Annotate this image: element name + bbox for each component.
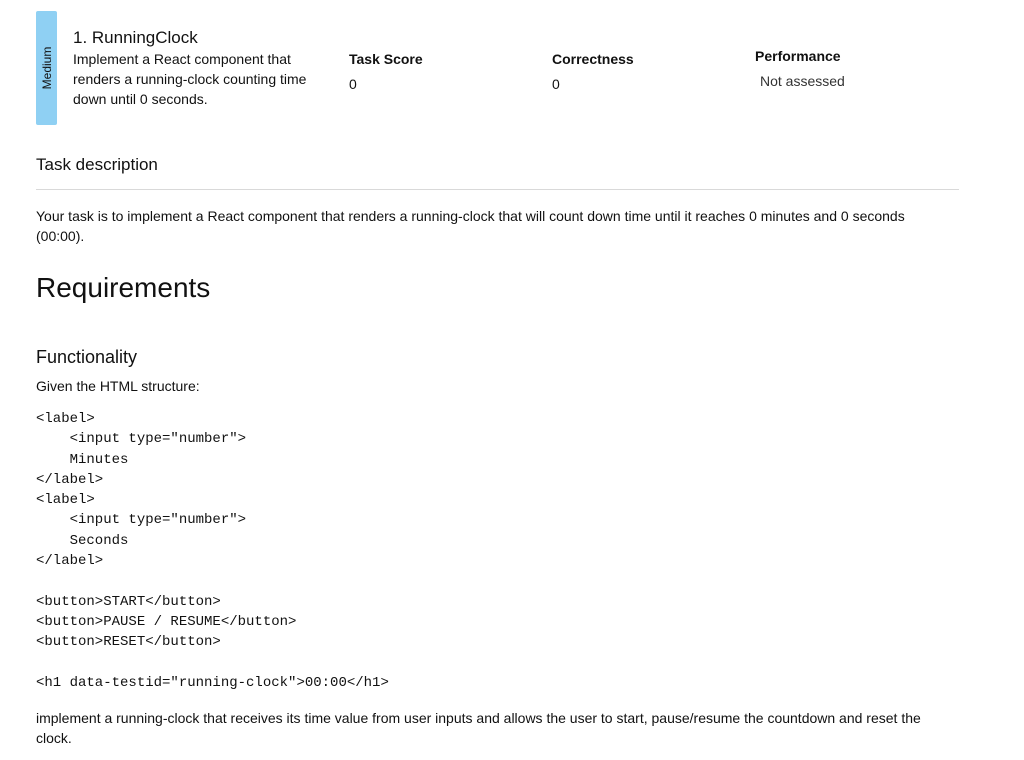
- performance-label: Performance: [755, 48, 841, 64]
- code-line: <label>: [36, 411, 95, 427]
- functionality-heading: Functionality: [36, 347, 138, 367]
- task-summary: Implement a React component that renders a running-clock counting time down until 0 seconds.: [73, 51, 307, 107]
- difficulty-label: Medium: [39, 46, 54, 90]
- divider: [36, 189, 959, 190]
- given-text: Given the HTML structure:: [36, 378, 200, 394]
- code-line: <button>PAUSE / RESUME</button>: [36, 613, 297, 630]
- task-header: [36, 11, 960, 125]
- code-line: Seconds: [36, 532, 129, 549]
- code-line: <input type="number">: [36, 431, 247, 448]
- task-score-label: Task Score: [349, 51, 423, 67]
- code-line: [36, 571, 389, 591]
- code-line: <button>RESET</button>: [36, 634, 221, 651]
- task-score: [349, 49, 423, 94]
- performance: [755, 46, 845, 91]
- task-intro: Your task is to implement a React component that renders a running-clock that will count down time until it reaches 0 minutes and 0 seconds (00:00).: [36, 208, 905, 244]
- performance-value: Not assessed: [760, 73, 845, 89]
- task-description-heading: Task description: [36, 155, 158, 174]
- code-line: </label>: [36, 553, 104, 570]
- requirements-heading: Requirements: [36, 272, 211, 303]
- code-line: <input type="number">: [36, 512, 247, 529]
- task-score-value: 0: [349, 76, 357, 92]
- correctness-label: Correctness: [552, 51, 634, 67]
- correctness-value: 0: [552, 76, 560, 92]
- difficulty-badge: [36, 11, 57, 125]
- code-line: <h1 data-testid="running-clock">00:00</h1>: [36, 674, 389, 691]
- task-title: 1. RunningClock: [73, 28, 198, 47]
- code-line: </label>: [36, 471, 104, 488]
- code-block: [36, 409, 389, 693]
- code-line: <button>START</button>: [36, 593, 221, 610]
- task-closing: implement a running-clock that receives its time value from user inputs and allows the user to start, pause/resume the countdown and reset the clock.: [36, 710, 921, 746]
- correctness: [552, 49, 634, 94]
- code-line: [36, 653, 389, 673]
- code-line: Minutes: [36, 451, 129, 468]
- code-line: <label>: [36, 492, 95, 509]
